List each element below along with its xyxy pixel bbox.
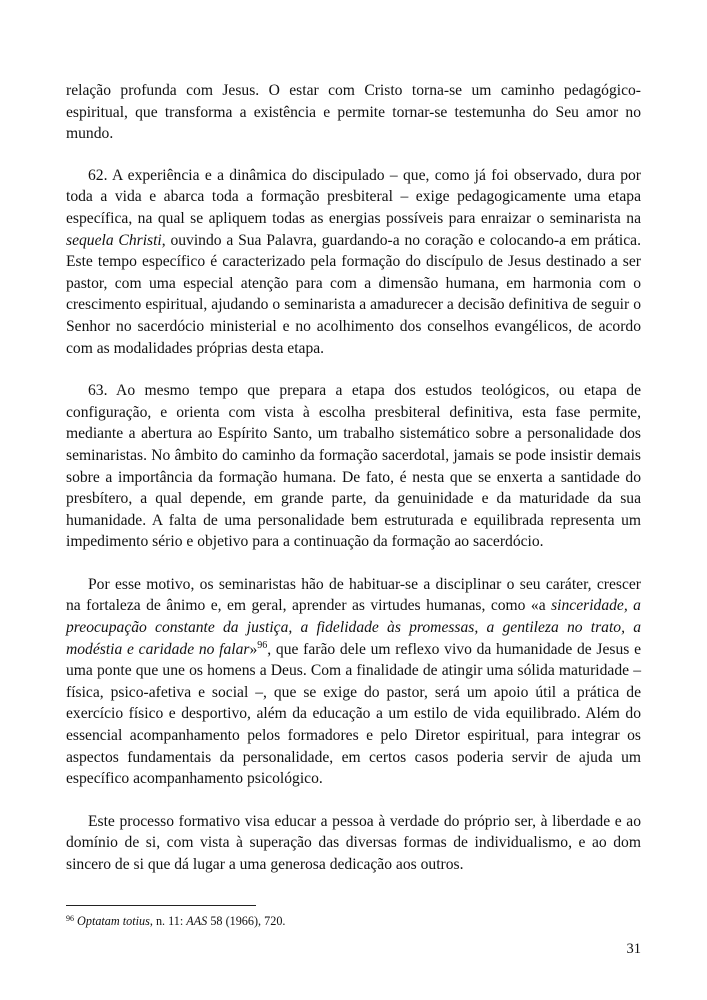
paragraph-62: [66, 165, 641, 359]
page-number: 31: [626, 941, 641, 957]
paragraph-62-text-a: 62. A experiência e a dinâmica do discipulado – que, como já foi observado, dura por toda a vida e abarca toda a formação presbiteral – exige pedagogicamente uma etapa específica, na qual se apliquem todas as energias possíveis para enraizar o seminarista na: [66, 166, 641, 227]
footnote-number: 96: [66, 914, 74, 923]
paragraph-63: 63. Ao mesmo tempo que prepara a etapa dos estudos teológicos, ou etapa de configuração, e orienta com vista à escolha presbiteral definitiva, esta fase permite, mediante a abertura ao Espírito Santo, um trabalho sistemático sobre a personalidade dos seminaristas. No âmbito do caminho da formação sacerdotal, jamais se pode insistir demais sobre a importância da formação humana. De fato, é nesta que se enxerta a santidade do presbítero, a qual depende, em grande parte, da genuinidade e da maturidade da sua humanidade. A falta de uma personalidade bem estruturada e equilibrada representa um impedimento sério e objetivo para a continuação da formação ao sacerdócio.: [66, 382, 641, 551]
footnote: [66, 914, 641, 929]
footnote-title: Optatam totius: [77, 914, 150, 928]
paragraph-virtues-quote-close: »: [249, 640, 258, 658]
page-body: [66, 80, 641, 897]
paragraph-virtues-quote: sinceridade, a preocupação constante da justiça, a fidelidade às promessas, a gentileza no trato, a modéstia e caridade no falar: [66, 597, 641, 658]
paragraph-continuation: relação profunda com Jesus. O estar com Cristo torna-se um caminho pedagógico-espiritual, que transforma a existência e permite tornar-se testemunha do Seu amor no mundo.: [66, 82, 641, 143]
footnote-tail: 58 (1966), 720.: [207, 914, 286, 928]
paragraph-formative-process: Este processo formativo visa educar a pessoa à verdade do próprio ser, à liberdade e ao domínio de si, com vista à superação das diversas formas de individualismo, e ao dom sincero de si que dá lugar a uma generosa dedicação aos outros.: [66, 812, 641, 873]
paragraph-virtues: [66, 574, 641, 790]
footnote-divider: [66, 905, 256, 906]
footnote-source: AAS: [186, 914, 208, 928]
footnote-reference: 96: [257, 639, 268, 651]
paragraph-virtues-text-b: , que farão dele um reflexo vivo da humanidade de Jesus e uma ponte que une os homens a Deus. Com a finalidade de atingir uma sólida maturidade – física, psico-afetiva e social –, que se exige do pastor, será um apoio útil a prática de exercício físico e desportivo, além da educação a um estilo de vida equilibrado. Além do essencial acompanhamento pelos formadores e pelo Diretor espiritual, para integrar os aspectos fundamentais da personalidade, em certos casos poderia servir de ajuda um específico acompanhamento psicológico.: [66, 640, 641, 788]
footnote-mid: , n. 11:: [149, 914, 187, 928]
paragraph-virtues-text-a: Por esse motivo, os seminaristas hão de habituar-se a disciplinar o seu caráter, crescer na fortaleza de ânimo e, em geral, aprender as virtudes humanas, como «a: [66, 575, 641, 615]
paragraph-62-text-b: , ouvindo a Sua Palavra, guardando-a no coração e colocando-a em prática. Este tempo específico é caracterizado pela formação do discípulo de Jesus destinado a ser pastor, com uma especial atenção para com a dimensão humana, em harmonia com o crescimento espiritual, ajudando o seminarista a amadurecer a decisão definitiva de seguir o Senhor no sacerdócio ministerial e no acolhimento dos conselhos evangélicos, de acordo com as modalidades próprias desta etapa.: [66, 231, 641, 357]
paragraph-62-italic: sequela Christi: [66, 231, 162, 249]
